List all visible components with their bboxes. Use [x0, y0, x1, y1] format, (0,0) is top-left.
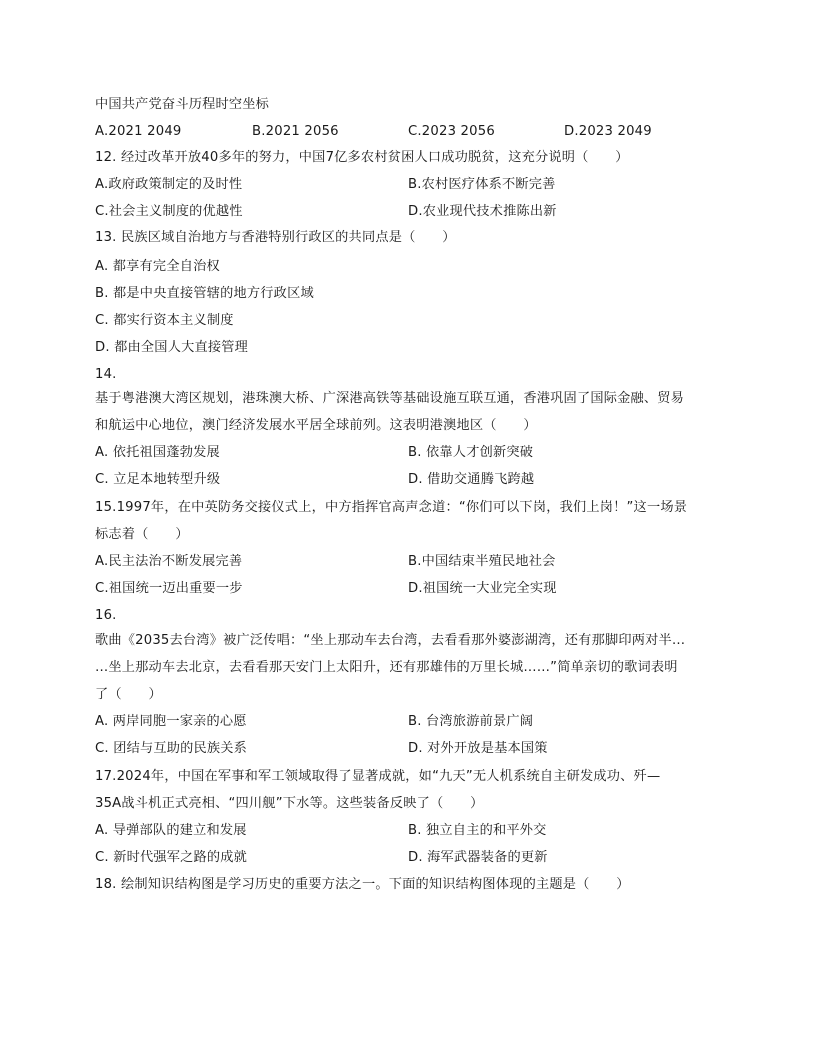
- q13-option-d: D. 都由全国人大直接管理: [95, 340, 249, 355]
- q16-stem-line-3: 了（ ）: [95, 687, 162, 702]
- q11-option-c: C.2023 2056: [408, 124, 495, 139]
- q17-option-c: C. 新时代强军之路的成就: [95, 850, 248, 865]
- q14-number: 14.: [95, 367, 117, 382]
- q14-option-c: C. 立足本地转型升级: [95, 472, 221, 487]
- q14-option-a: A. 依托祖国蓬勃发展: [95, 445, 220, 460]
- q15-option-c: C.祖国统一迈出重要一步: [95, 581, 243, 596]
- q13-stem: 13. 民族区域自治地方与香港特别行政区的共同点是（ ）: [95, 230, 456, 245]
- q14-stem-line-2: 和航运中心地位，澳门经济发展水平居全球前列。这表明港澳地区（ ）: [95, 418, 537, 433]
- q12-option-a: A.政府政策制定的及时性: [95, 177, 243, 192]
- q11-tail-text: 中国共产党奋斗历程时空坐标: [95, 97, 270, 112]
- q11-option-a: A.2021 2049: [95, 124, 182, 139]
- q17-option-d: D. 海军武器装备的更新: [408, 850, 548, 865]
- q16-stem-line-1: 歌曲《2035去台湾》被广泛传唱：“坐上那动车去台湾，去看看那外婆澎湖湾，还有那脚印两对半…: [95, 633, 686, 648]
- q14-option-d: D. 借助交通腾飞跨越: [408, 472, 535, 487]
- q17-stem-line-1: 17.2024年，中国在军事和军工领域取得了显著成就，如“九天”无人机系统自主研发成功、歼—: [95, 769, 661, 784]
- q13-option-c: C. 都实行资本主义制度: [95, 313, 234, 328]
- q16-number: 16.: [95, 608, 117, 623]
- q16-stem-line-2: …坐上那动车去北京，去看看那天安门上太阳升，还有那雄伟的万里长城……”简单亲切的歌词表明: [95, 660, 678, 675]
- q18-stem: 18. 绘制知识结构图是学习历史的重要方法之一。下面的知识结构图体现的主题是（ ）: [95, 877, 630, 892]
- q17-option-b: B. 独立自主的和平外交: [408, 823, 547, 838]
- q13-option-b: B. 都是中央直接管辖的地方行政区域: [95, 286, 314, 301]
- q16-option-a: A. 两岸同胞一家亲的心愿: [95, 714, 247, 729]
- q15-stem-line-2: 标志着（ ）: [95, 527, 189, 542]
- q15-option-b: B.中国结束半殖民地社会: [408, 554, 556, 569]
- q15-option-d: D.祖国统一大业完全实现: [408, 581, 557, 596]
- q16-option-d: D. 对外开放是基本国策: [408, 741, 548, 756]
- q11-option-d: D.2023 2049: [564, 124, 652, 139]
- q14-option-b: B. 依靠人才创新突破: [408, 445, 534, 460]
- q12-option-d: D.农业现代技术推陈出新: [408, 204, 557, 219]
- q12-option-b: B.农村医疗体系不断完善: [408, 177, 556, 192]
- q13-option-a: A. 都享有完全自治权: [95, 259, 220, 274]
- q17-option-a: A. 导弹部队的建立和发展: [95, 823, 247, 838]
- q12-option-c: C.社会主义制度的优越性: [95, 204, 243, 219]
- q16-option-c: C. 团结与互助的民族关系: [95, 741, 248, 756]
- q11-option-b: B.2021 2056: [252, 124, 339, 139]
- q12-stem: 12. 经过改革开放40多年的努力，中国7亿多农村贫困人口成功脱贫，这充分说明（ ）: [95, 150, 629, 165]
- q17-stem-line-2: 35A战斗机正式亮相、“四川舰”下水等。这些装备反映了（ ）: [95, 796, 484, 811]
- q14-stem-line-1: 基于粤港澳大湾区规划，港珠澳大桥、广深港高铁等基础设施互联互通，香港巩固了国际金融、贸易: [95, 391, 685, 406]
- q15-stem-line-1: 15.1997年，在中英防务交接仪式上，中方指挥官高声念道：“你们可以下岗，我们上岗！”这一场景: [95, 500, 688, 515]
- q15-option-a: A.民主法治不断发展完善: [95, 554, 243, 569]
- q16-option-b: B. 台湾旅游前景广阔: [408, 714, 534, 729]
